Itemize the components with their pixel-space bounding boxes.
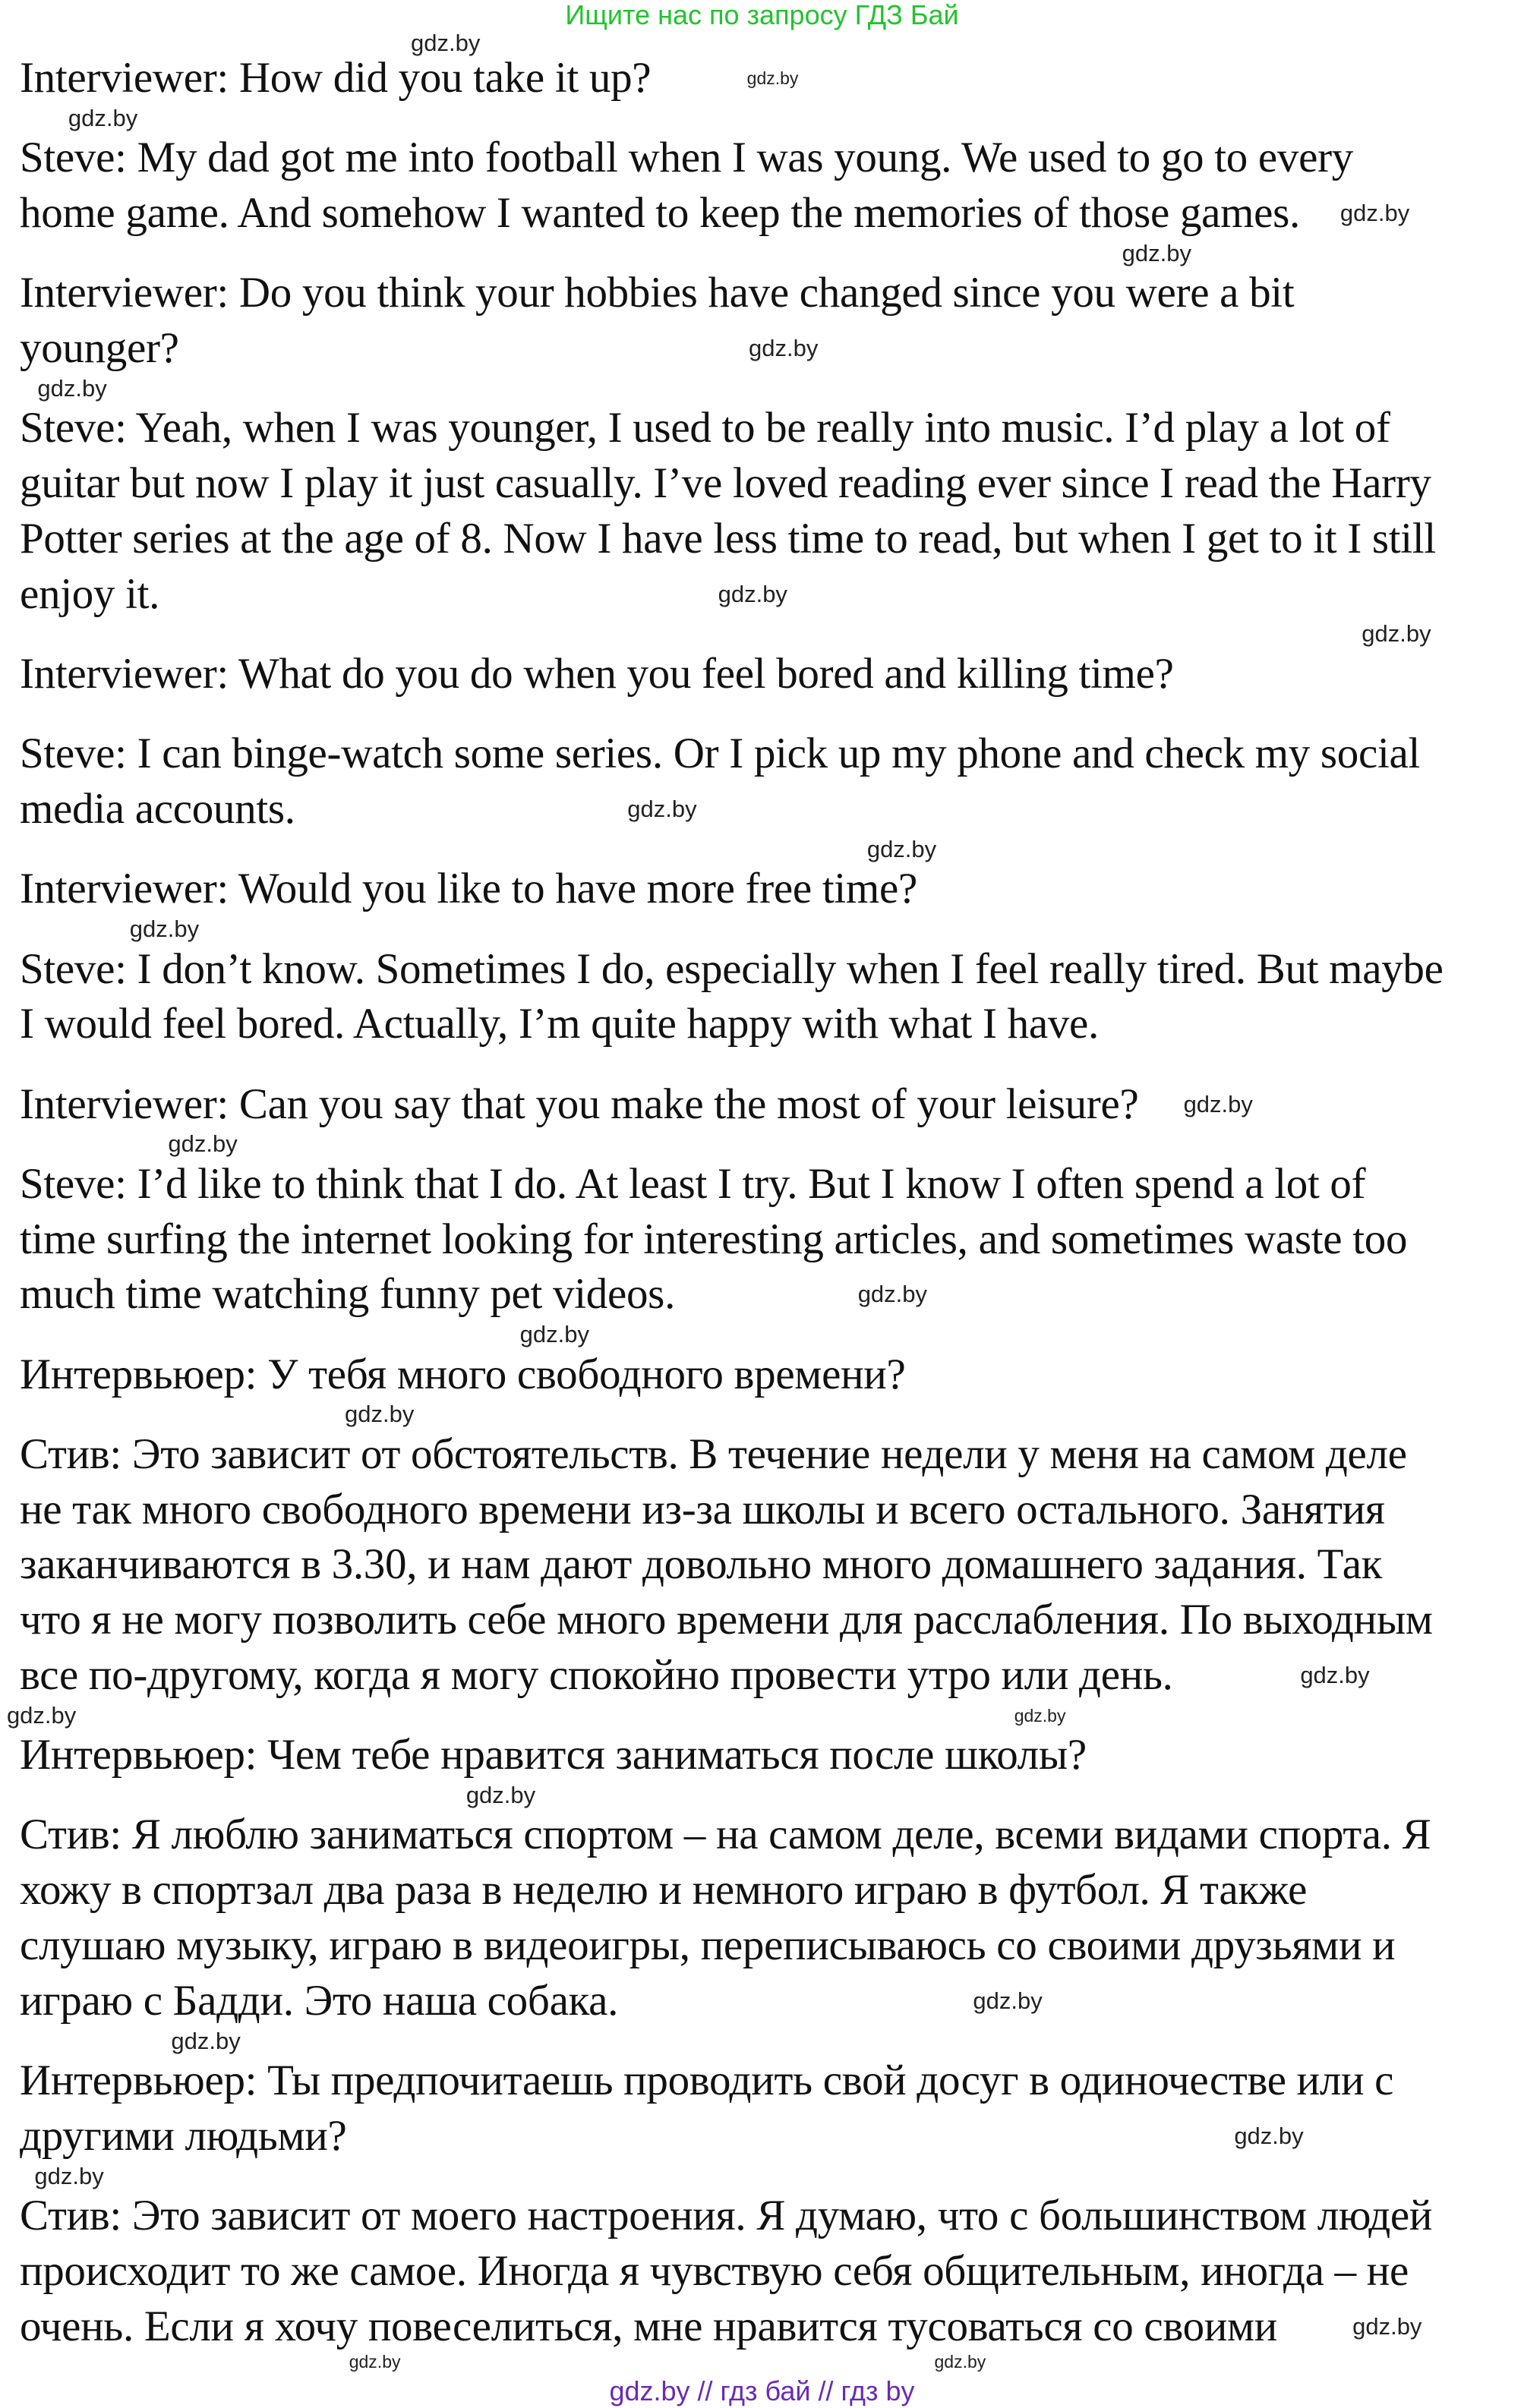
text-line: younger? — [20, 324, 179, 373]
text-line: другими людьми? — [20, 2111, 347, 2160]
watermark-text: gdz.by — [857, 1281, 928, 1308]
watermark-text: gdz.by — [168, 1130, 238, 1158]
watermark-text: gdz.by — [934, 2352, 986, 2372]
text-line: очень. Если я хочу повеселиться, мне нравится тусоваться со своими — [20, 2302, 1277, 2350]
text-line: хожу в спортзал два раза в неделю и немного играю в футбол. Я также — [20, 1866, 1308, 1915]
text-line: Стив: Я люблю заниматься спортом – на самом деле, всеми видами спорта. Я — [20, 1811, 1431, 1859]
text-line: Interviewer: Do you think your hobbies have changed since you were a bit — [20, 269, 1295, 317]
watermark-text: gdz.by — [1352, 2312, 1422, 2340]
text-line: Steve: Yeah, when I was younger, I used to be really into music. I’d play a lot of — [20, 404, 1390, 452]
text-line: media accounts. — [20, 785, 295, 834]
watermark-text: gdz.by — [171, 2027, 241, 2054]
text-line: Interviewer: Would you like to have more free time? — [20, 865, 917, 913]
watermark-text: gdz.by — [6, 1701, 77, 1729]
text-line: Интервьюер: Ты предпочитаешь проводить свой досуг в одиночестве или с — [20, 2057, 1394, 2105]
text-line: Стив: Это зависит от обстоятельств. В течение недели у меня на самом деле — [20, 1429, 1407, 1478]
text-line: Стив: Это зависит от моего настроения. Я думаю, что с большинством людей — [20, 2192, 1433, 2240]
text-line: заканчиваются в 3.30, и нам дают довольно много домашнего задания. Так — [20, 1540, 1383, 1589]
watermark-text: gdz.by — [465, 1781, 536, 1808]
text-line: не так много свободного времени из-за школы и всего остального. Занятия — [20, 1485, 1385, 1533]
search-banner: Ищите нас по запросу ГДЗ Бай — [565, 0, 959, 30]
text-line: Интервьюер: У тебя много свободного времени? — [20, 1350, 906, 1398]
text-line: home game. And somehow I wanted to keep the memories of those games. — [20, 189, 1301, 238]
text-line: I would feel bored. Actually, I’m quite happy with what I have. — [20, 1000, 1099, 1048]
watermark-text: gdz.by — [1234, 2122, 1304, 2149]
text-line: Interviewer: What do you do when you feel bored and killing time? — [20, 650, 1174, 698]
text-line: играю с Бадди. Это наша собака. — [20, 1976, 619, 2025]
text-line: Interviewer: How did you take it up? — [20, 54, 652, 102]
watermark-text: gdz.by — [1122, 239, 1191, 266]
watermark-text: gdz.by — [718, 580, 787, 607]
text-line: Steve: I don’t know. Sometimes I do, especially when I feel really tired. But maybe — [20, 944, 1444, 993]
text-line: что я не могу позволить себе много времени для расслабления. По выходным — [20, 1596, 1433, 1644]
text-line: guitar but now I play it just casually. I’ve loved reading ever since I read the Harry — [20, 459, 1431, 508]
watermark-text: gdz.by — [68, 104, 138, 131]
watermark-text: gdz.by — [1183, 1090, 1253, 1117]
watermark-text: gdz.by — [1300, 1662, 1370, 1689]
text-line: Интервьюер: Чем тебе нравится заниматься после школы? — [20, 1731, 1087, 1779]
text-line: much time watching funny pet videos. — [20, 1270, 676, 1319]
text-line: Steve: I’d like to think that I do. At least I try. But I know I often spend a lot of — [20, 1159, 1366, 1208]
watermark-text: gdz.by — [519, 1320, 589, 1347]
text-line: Steve: My dad got me into football when I was young. We used to go to every — [20, 134, 1353, 182]
text-line: Potter series at the age of 8. Now I have less time to read, but when I get to it I still — [20, 515, 1436, 563]
watermark-text: gdz.by — [37, 374, 107, 402]
watermark-text: gdz.by — [410, 29, 481, 56]
text-line: time surfing the internet looking for interesting articles, and sometimes waste too — [20, 1215, 1408, 1263]
watermark-text: gdz.by — [746, 68, 799, 89]
watermark-text: gdz.by — [129, 915, 200, 942]
watermark-text: gdz.by — [1362, 620, 1431, 648]
text-line: Interviewer: Can you say that you make the most of your leisure? — [20, 1080, 1139, 1128]
footer-links[interactable]: gdz.by // гдз бай // гдз by — [609, 2375, 915, 2406]
text-line: Steve: I can binge-watch some series. Or I pick up my phone and check my social — [20, 730, 1421, 778]
watermark-text: gdz.by — [1014, 1705, 1066, 1726]
text-line: происходит то же самое. Иногда я чувствую себя общительным, иногда – не — [20, 2247, 1409, 2296]
watermark-text: gdz.by — [866, 835, 937, 862]
watermark-text: gdz.by — [749, 335, 819, 362]
watermark-text: gdz.by — [34, 2162, 104, 2189]
text-line: enjoy it. — [20, 569, 160, 618]
text-line: все по-другому, когда я могу спокойно провести утро или день. — [20, 1651, 1173, 1700]
text-line: слушаю музыку, играю в видеоигры, переписываюсь со своими друзьями и — [20, 1921, 1396, 1970]
watermark-text: gdz.by — [349, 2352, 401, 2372]
watermark-text: gdz.by — [973, 1987, 1043, 2014]
watermark-text: gdz.by — [627, 796, 697, 823]
watermark-text: gdz.by — [1339, 200, 1410, 227]
watermark-text: gdz.by — [345, 1401, 415, 1428]
